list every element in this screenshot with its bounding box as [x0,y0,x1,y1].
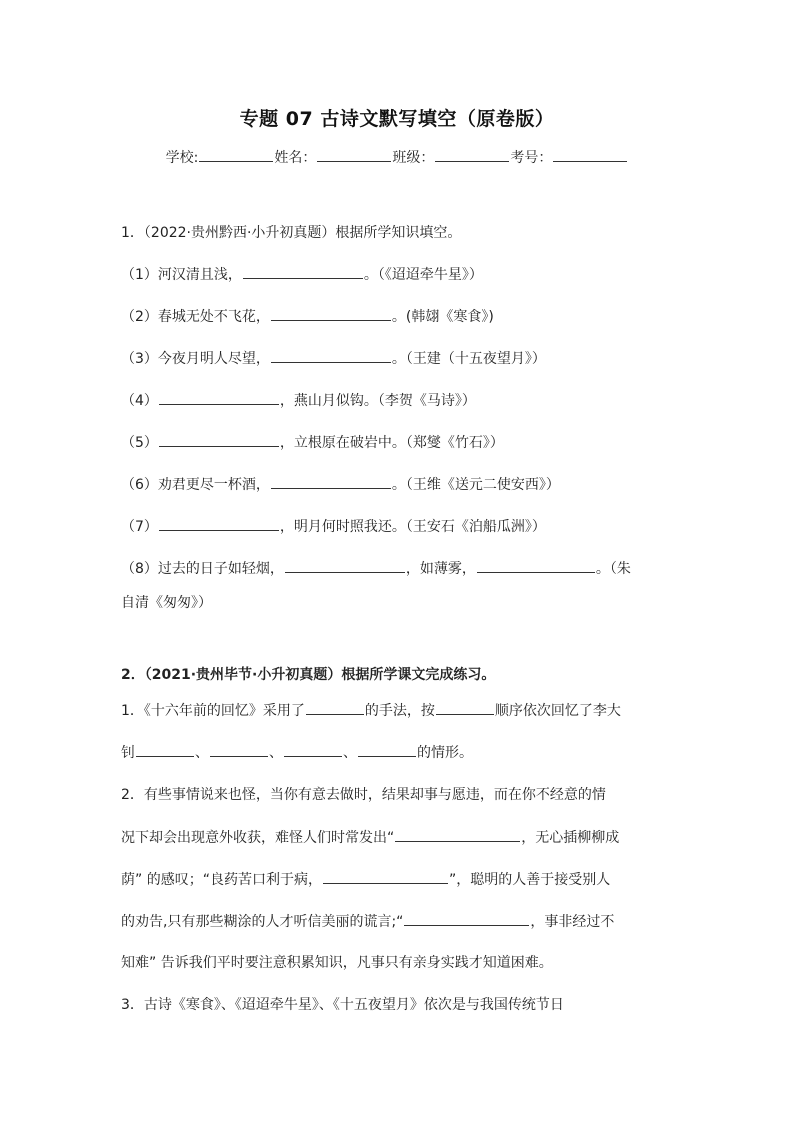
q2-sub-2-line-5: 知难” 告诉我们平时要注意积累知识，凡事只有亲身实践才知道困难。 [121,955,553,971]
question-2-heading: 2．（2021·贵州毕节·小升初真题）根据所学课文完成练习。 [121,667,496,683]
q1-item-6-blank[interactable] [271,474,391,489]
q1-item-2-source: 。(韩翃《寒食》) [391,309,494,325]
q2-sub-1-sep-3: 、 [343,745,357,761]
q1-item-8 [121,558,681,579]
q2-sub-1-blank-4[interactable] [358,742,416,757]
q2-sub-1-line-2 [121,742,681,763]
class-blank[interactable] [435,147,509,162]
q1-item-5-source: ，立根原在破岩中。（郑燮《竹石》） [279,435,504,451]
q2-sub-1-text-e: 的情形。 [417,745,473,761]
q1-item-1 [121,264,681,285]
q2-sub-2-line-3 [121,869,681,890]
school-blank[interactable] [199,147,273,162]
q2-sub-1-sep-2: 、 [269,745,283,761]
q1-item-6 [121,474,681,495]
q1-item-7-text: （7） [121,519,158,535]
q1-item-2-blank[interactable] [271,306,391,321]
q1-item-4-source: ，燕山月似钩。（李贺《马诗》） [279,393,476,409]
q2-sub-2-line-1: 2．有些事情说来也怪，当你有意去做时，结果却事与愿违，而在你不经意的情 [121,787,606,803]
q1-item-3-blank[interactable] [271,348,391,363]
q2-sub-2-text-f: ，事非经过不 [530,914,615,930]
q1-item-5-blank[interactable] [159,432,279,447]
q2-sub-2-line-4 [121,911,681,932]
student-info-line [0,147,794,167]
q1-item-3 [121,348,681,369]
q1-item-3-source: 。（王建（十五夜望月》） [391,351,546,367]
q1-item-7-source: ，明月何时照我还。（王安石《泊船瓜洲》） [279,519,546,535]
q1-item-2-text: （2）春城无处不飞花， [121,309,270,325]
q1-item-5-text: （5） [121,435,158,451]
q2-sub-1-blank-method[interactable] [306,700,364,715]
page-title: 专题 07 古诗文默写填空（原卷版） [239,108,555,130]
q2-sub-2-blank-2[interactable] [323,869,448,884]
q1-item-7 [121,516,681,537]
q1-item-4-text: （4） [121,393,158,409]
q2-sub-2-text-d: ”，聪明的人善于接受别人 [448,872,611,888]
q1-item-1-blank[interactable] [243,264,363,279]
q2-sub-3-line-1: 3．古诗《寒食》、《迢迢牵牛星》、《十五夜望月》依次是与我国传统节日 [121,997,564,1013]
q2-sub-1-blank-3[interactable] [284,742,342,757]
q2-sub-1-blank-2[interactable] [210,742,268,757]
q2-sub-2-text-b: ，无心插柳柳成 [521,830,620,846]
q2-sub-1-text-c: 顺序依次回忆了李大 [494,703,621,719]
q2-sub-1-line-1 [121,700,681,721]
q1-item-4 [121,390,681,411]
q1-item-4-blank[interactable] [159,390,279,405]
q1-item-1-source: 。（《迢迢牵牛星》） [363,267,483,283]
q2-sub-1-text-a: 1．《十六年前的回忆》采用了 [121,703,305,719]
school-label: 学校: [165,150,199,166]
q1-item-1-text: （1）河汉清且浅， [121,267,242,283]
q1-item-2 [121,306,681,327]
q2-sub-2-blank-3[interactable] [404,911,529,926]
number-label: 考号： [510,150,553,166]
name-blank[interactable] [317,147,391,162]
q2-sub-1-sep-1: 、 [195,745,209,761]
q2-sub-2-text-a: 况下却会出现意外收获，难怪人们时常发出“ [121,830,395,846]
q1-item-6-text: （6）劝君更尽一杯酒， [121,477,270,493]
question-1-heading: 1．（2022·贵州黔西·小升初真题）根据所学知识填空。 [121,225,462,241]
q2-sub-2-text-c: 荫” 的感叹；“良药苦口利于病， [121,872,322,888]
class-label: 班级： [392,150,435,166]
q1-item-8-text: （8）过去的日子如轻烟， [121,561,284,577]
q2-sub-2-text-e: 的劝告,只有那些糊涂的人才听信美丽的谎言;“ [121,914,404,930]
q1-item-8-continued: 自清《匆匆》） [121,595,212,611]
q2-sub-2-line-2 [121,827,681,848]
q1-item-8-source: 。（朱 [595,561,631,577]
q1-item-8-blank-1[interactable] [285,558,405,573]
q1-item-6-source: 。（王维《送元二使安西》） [391,477,560,493]
q1-item-7-blank[interactable] [159,516,279,531]
q2-sub-1-text-b: 的手法，按 [364,703,435,719]
q1-item-3-text: （3）今夜月明人尽望， [121,351,270,367]
number-blank[interactable] [553,147,627,162]
q2-sub-2-blank-1[interactable] [395,827,520,842]
q1-item-5 [121,432,681,453]
name-label: 姓名： [274,150,317,166]
q1-item-8-mid: ，如薄雾， [405,561,476,577]
q1-item-8-blank-2[interactable] [477,558,595,573]
q2-sub-1-text-d: 钊 [121,745,135,761]
q2-sub-1-blank-order[interactable] [436,700,494,715]
q2-sub-1-blank-1[interactable] [136,742,194,757]
